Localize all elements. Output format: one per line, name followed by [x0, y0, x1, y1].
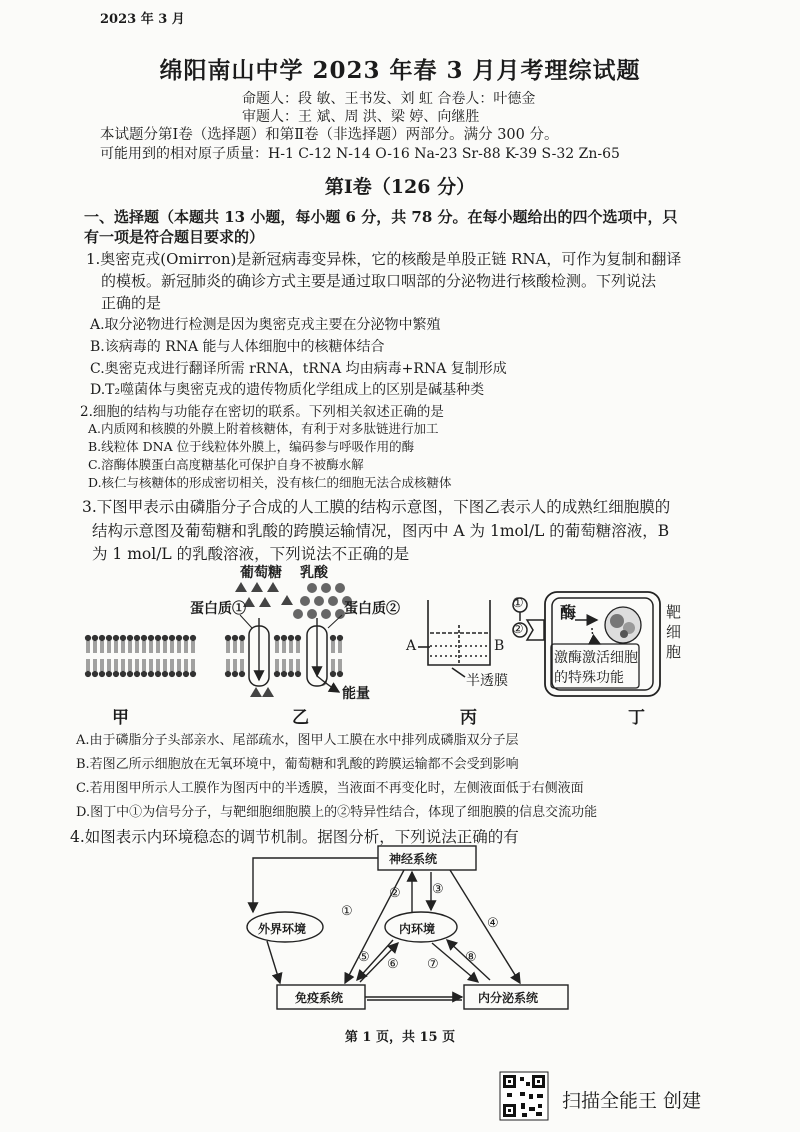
arrow-num-1: ①: [341, 904, 353, 919]
page-title: 绵阳南山中学 2023 年春 3 月月考理综试题: [159, 57, 641, 84]
phospholipid-head: [148, 635, 153, 640]
label-a: A: [406, 638, 417, 654]
arrow-num-8: ⑧: [465, 950, 477, 965]
phospholipid-head: [183, 635, 188, 640]
phospholipid-head: [155, 635, 160, 640]
phospholipid-head: [162, 671, 167, 676]
q4-stem: 4.如图表示内环境稳态的调节机制。据图分析，下列说法正确的有: [70, 828, 519, 846]
panel-yi: 乙: [292, 708, 309, 728]
box-immune: 免疫系统: [295, 991, 344, 1005]
label-target-cell: [666, 602, 681, 662]
phospholipid-head: [288, 635, 293, 640]
atomic-mass-line: 可能用到的相对原子质量：H-1 C-12 N-14 O-16 Na-23 Sr-88 K-39 S-32 Zn-65: [100, 146, 620, 162]
box-nervous: 神经系统: [389, 852, 438, 866]
target-char-1: 靶: [666, 603, 682, 621]
q3-option-d: D.图丁中①为信号分子，与靶细胞细胞膜上的②特异性结合，体现了细胞膜的信息交流功能: [76, 805, 598, 820]
phospholipid-head: [148, 671, 153, 676]
label-signal-2: ②: [512, 622, 524, 637]
label-activate-1: 激酶激活细胞: [554, 650, 638, 666]
label-protein-1: 蛋白质①: [190, 601, 246, 617]
phospholipid-head: [162, 635, 167, 640]
phospholipid-head: [232, 635, 237, 640]
section-heading: 一、选择题（本题共 13 小题，每小题 6 分，共 78 分。在每小题给出的四个选项中，只: [84, 208, 678, 226]
phospholipid-head: [92, 635, 97, 640]
box-endocrine: 内分泌系统: [478, 991, 539, 1005]
structure-line: 本试题分第Ⅰ卷（选择题）和第Ⅱ卷（非选择题）两部分。满分 300 分。: [100, 127, 559, 143]
reviewers-line: 审题人：王 斌、周 洪、梁 婷、向继胜: [242, 109, 480, 125]
q3-stem: 3.下图甲表示由磷脂分子合成的人工膜的结构示意图，下图乙表示人的成熟红细胞膜的: [82, 498, 671, 516]
phospholipid-head: [92, 671, 97, 676]
qr-code: [500, 1072, 548, 1120]
phospholipid-head: [190, 635, 195, 640]
phospholipid-head: [176, 635, 181, 640]
phospholipid-head: [176, 671, 181, 676]
q3-option-b: B.若图乙所示细胞放在无氧环境中，葡萄糖和乳酸的跨膜运输都不会受到影响: [76, 757, 519, 772]
q3-stem-3: 为 1 mol/L 的乳酸溶液，下列说法不正确的是: [92, 545, 410, 563]
panel-jia: 甲: [112, 708, 129, 728]
cell-organelle: [605, 607, 641, 643]
bilayer-jia: [85, 635, 195, 676]
label-signal-1: ①: [512, 596, 524, 611]
q3-option-a: A.由于磷脂分子头部亲水、尾部疏水，图甲人工膜在水中排列成磷脂双分子层: [76, 733, 519, 748]
q3-stem-2: 结构示意图及葡萄糖和乳酸的跨膜运输情况，图丙中 A 为 1mol/L 的葡萄糖溶液，B: [92, 522, 670, 540]
panel-bing: 丙: [460, 708, 477, 728]
label-protein-2: 蛋白质②: [344, 601, 400, 617]
label-enzyme: 酶: [560, 603, 577, 622]
phospholipid-head: [225, 671, 230, 676]
phospholipid-head: [141, 635, 146, 640]
phospholipid-head: [337, 671, 342, 676]
phospholipid-head: [127, 671, 132, 676]
phospholipid-head: [288, 671, 293, 676]
part1-title: 第Ⅰ卷（126 分）: [324, 176, 476, 198]
phospholipid-head: [141, 671, 146, 676]
label-glucose: 葡萄糖: [240, 565, 282, 581]
target-char-3: 胞: [666, 643, 682, 661]
phospholipid-head: [232, 671, 237, 676]
phospholipid-head: [274, 635, 279, 640]
arrow-num-2: ②: [389, 886, 401, 901]
phospholipid-head: [106, 635, 111, 640]
phospholipid-head: [183, 671, 188, 676]
phospholipid-head: [120, 635, 125, 640]
phospholipid-head: [99, 635, 104, 640]
phospholipid-head: [330, 671, 335, 676]
phospholipid-head: [127, 635, 132, 640]
phospholipid-head: [134, 635, 139, 640]
q2-option-b: B.线粒体 DNA 位于线粒体外膜上，编码参与呼吸作用的酶: [88, 439, 415, 454]
u-tube: [418, 600, 490, 677]
q1-stem: 1.奥密克戎(Omirron)是新冠病毒变异株，它的核酸是单股正链 RNA，可作为复制和翻译: [86, 250, 682, 268]
scanner-watermark: 扫描全能王 创建: [562, 1090, 702, 1112]
q1-option-a: A.取分泌物进行检测是因为奥密克戎主要在分泌物中繁殖: [90, 317, 441, 333]
label-b: B: [494, 638, 505, 654]
label-membrane: 半透膜: [466, 673, 508, 689]
phospholipid-head: [106, 671, 111, 676]
exam-date: 2023 年 3 月: [100, 12, 185, 27]
phospholipid-head: [85, 635, 90, 640]
phospholipid-head: [295, 635, 300, 640]
phospholipid-head: [225, 635, 230, 640]
arrow-num-7: ⑦: [427, 957, 439, 972]
box-external: 外界环境: [258, 922, 307, 936]
phospholipid-head: [274, 671, 279, 676]
page-number: 第 1 页，共 15 页: [344, 1030, 456, 1045]
phospholipid-head: [239, 671, 244, 676]
phospholipid-head: [281, 671, 286, 676]
phospholipid-head: [330, 635, 335, 640]
phospholipid-head: [134, 671, 139, 676]
phospholipid-head: [169, 635, 174, 640]
phospholipid-head: [155, 671, 160, 676]
arrow-num-5: ⑤: [358, 950, 370, 965]
q2-option-d: D.核仁与核糖体的形成密切相关，没有核仁的细胞无法合成核糖体: [88, 475, 452, 490]
section-heading-cont: 有一项是符合题目要求的）: [84, 228, 265, 246]
box-internal: 内环境: [399, 922, 436, 936]
phospholipid-head: [169, 671, 174, 676]
q1-option-c: C.奥密克戎进行翻译所需 rRNA，tRNA 均由病毒+RNA 复制形成: [90, 361, 507, 377]
q1-stem-2: 的模板。新冠肺炎的确诊方式主要是通过取口咽部的分泌物进行核酸检测。下列说法: [101, 272, 657, 290]
phospholipid-head: [239, 635, 244, 640]
phospholipid-head: [99, 671, 104, 676]
arrow-num-4: ④: [487, 916, 499, 931]
q1-option-b: B.该病毒的 RNA 能与人体细胞中的核糖体结合: [90, 339, 385, 355]
phospholipid-head: [120, 671, 125, 676]
q1-option-d: D.T₂噬菌体与奥密克戎的遗传物质化学组成上的区别是碱基种类: [90, 382, 485, 398]
arrow-num-6: ⑥: [387, 957, 399, 972]
q1-stem-3: 正确的是: [101, 294, 162, 312]
q2-option-a: A.内质网和核膜的外膜上附着核糖体，有利于对多肽链进行加工: [88, 421, 439, 436]
label-activate-2: 的特殊功能: [554, 670, 624, 686]
phospholipid-head: [85, 671, 90, 676]
phospholipid-head: [113, 635, 118, 640]
arrow-num-3: ③: [432, 882, 444, 897]
phospholipid-head: [113, 671, 118, 676]
phospholipid-head: [337, 635, 342, 640]
q3-option-c: C.若用图甲所示人工膜作为图丙中的半透膜，当液面不再变化时，左侧液面低于右侧液面: [76, 781, 584, 796]
phospholipid-head: [281, 635, 286, 640]
target-char-2: 细: [666, 623, 682, 641]
phospholipid-head: [190, 671, 195, 676]
q2-option-c: C.溶酶体膜蛋白高度糖基化可保护自身不被酶水解: [88, 457, 364, 472]
label-lactic: 乳酸: [300, 565, 328, 581]
q2-stem: 2.细胞的结构与功能存在密切的联系。下列相关叙述正确的是: [80, 404, 444, 420]
panel-ding: 丁: [628, 708, 645, 728]
setters-line: 命题人：段 敏、王书发、刘 虹 合卷人：叶德金: [242, 91, 536, 107]
label-energy: 能量: [342, 686, 370, 702]
phospholipid-head: [295, 671, 300, 676]
